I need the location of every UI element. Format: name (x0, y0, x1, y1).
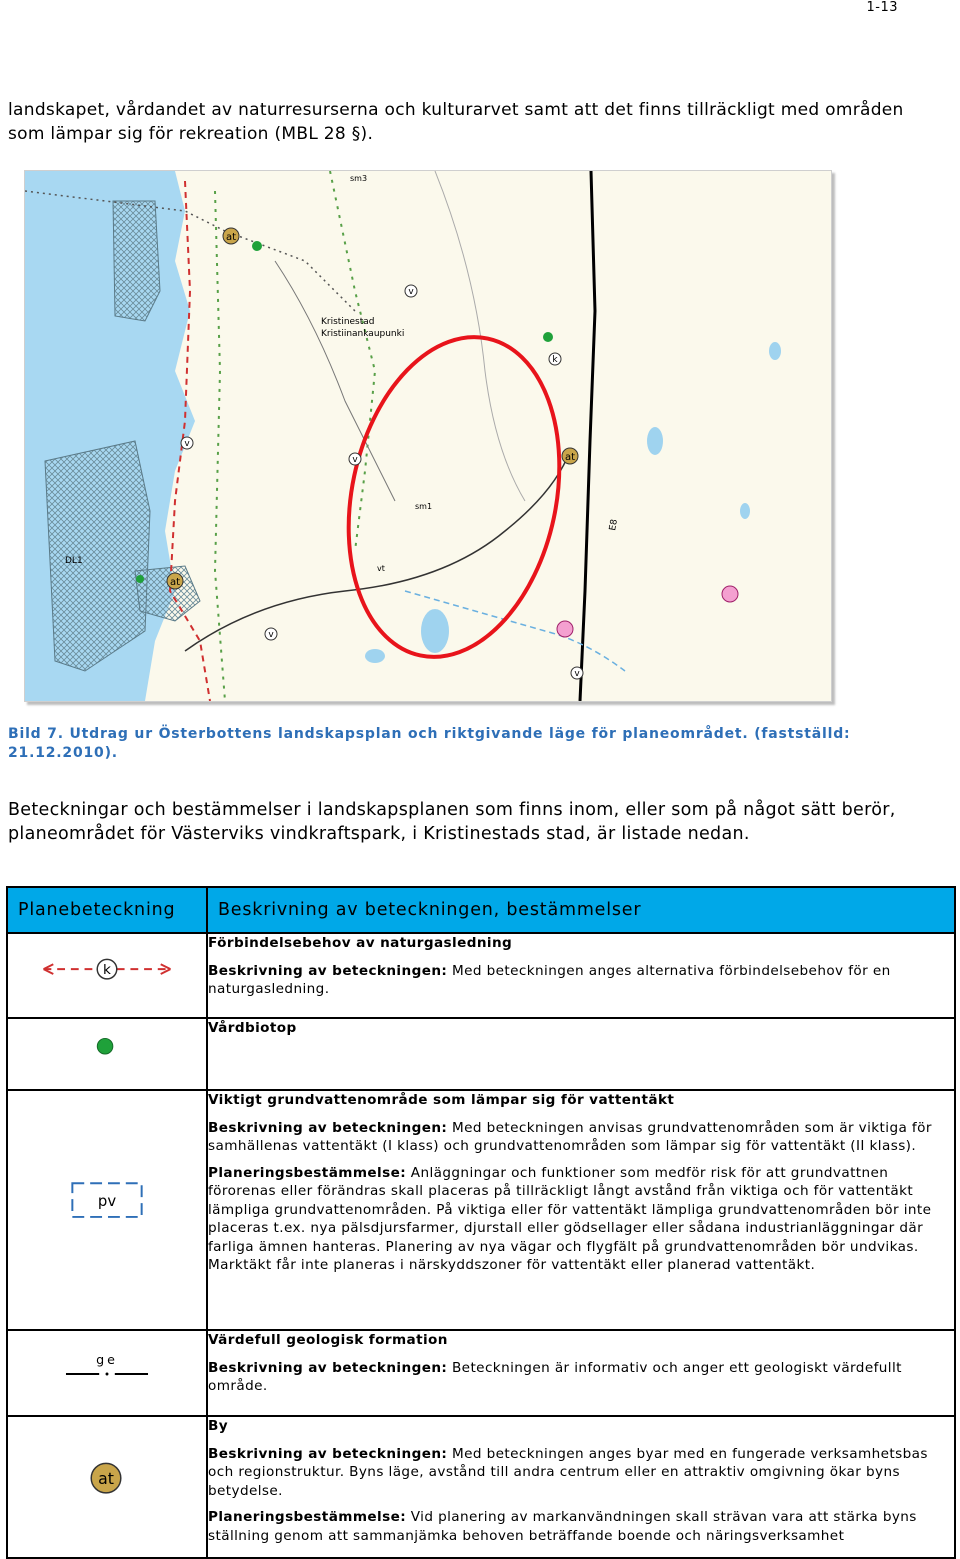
svg-text:k: k (552, 355, 558, 365)
green-dot (136, 575, 144, 583)
landscape-plan-map (24, 170, 832, 702)
page-number: 1-13 (866, 0, 898, 15)
legend-row (7, 1416, 955, 1558)
map-place-label: Kristinestad (321, 317, 375, 327)
legend-table (6, 886, 956, 1559)
pink-marker (557, 621, 573, 637)
legend-row (7, 1090, 955, 1330)
village-marker (167, 573, 183, 589)
legend-title: Viktigt grundvattenområde som lämpar sig för vattentäkt (208, 1092, 675, 1108)
legend-description: Beskrivning av beteckningen: Med beteckningen anvisas grundvattenområden som är viktiga för samhällenas vattentäkt (I klass) och grundvattenområden som lämpar sig för vattentäkt (II klass). (208, 1119, 932, 1154)
lead-paragraph: Beteckningar och bestämmelser i landskapsplanen som finns inom, eller som på något sätt berör, planeområdet för Västerviks vindkraftspark, i Kristinestads stad, är listade nedan. (8, 800, 896, 844)
svg-text:sm1: sm1 (415, 502, 433, 511)
legend-title: Vårdbiotop (208, 1020, 297, 1036)
legend-description-cell (207, 933, 955, 1018)
legend-symbol-cell (7, 933, 207, 1018)
village-marker (223, 228, 239, 244)
hatched-area-dl (45, 441, 150, 671)
legend-row (7, 1330, 955, 1416)
svg-text:at: at (564, 452, 576, 463)
planning-area-ellipse (321, 317, 588, 676)
village-symbol-icon (8, 1417, 206, 1557)
legend-rule: Planeringsbestämmelse: Vid planering av markanvändningen skall strävan vara att stärka byns ställning genom att sammanjämka behoven beträffande boende och näringsverksamhet (208, 1509, 917, 1544)
svg-text:DL1: DL1 (65, 556, 83, 566)
lake (365, 649, 385, 663)
legend-description: Beskrivning av beteckningen: Beteckningen är informativ och anger ett geologiskt värdefullt område. (208, 1359, 902, 1394)
svg-text:v: v (352, 455, 358, 465)
hatched-area-south (135, 566, 200, 621)
column-header-symbol: Planebeteckning (7, 887, 207, 933)
legend-title: Förbindelsebehov av naturgasledning (208, 935, 513, 951)
svg-text:v: v (408, 287, 414, 297)
legend-symbol-cell (7, 1090, 207, 1330)
column-header-description: Beskrivning av beteckningen, bestämmelser (207, 887, 955, 933)
svg-text:at: at (169, 577, 181, 588)
legend-row (7, 1018, 955, 1090)
intro-paragraph: landskapet, vårdandet av naturresurserna och kulturarvet samt att det finns tillräckligt med områden som lämpar sig för rekreation (MBL 28 §). (8, 100, 904, 144)
svg-text:at: at (98, 1469, 114, 1489)
svg-text:v: v (184, 439, 190, 449)
legend-symbol-cell (7, 1018, 207, 1090)
svg-text:pv: pv (97, 1192, 117, 1211)
lake (740, 503, 750, 519)
legend-title: Värdefull geologisk formation (208, 1332, 448, 1348)
lake (647, 427, 663, 455)
legend-description: Beskrivning av beteckningen: Med beteckningen anges byar med en fungerade verksamhetsbas och regionstruktur. Byns läge, avstånd till andra centrum eller en attraktiv omgivning ökar byns betydelse. (208, 1445, 928, 1499)
svg-text:vt: vt (377, 564, 385, 573)
svg-text:ge: ge (96, 1352, 118, 1368)
groundwater-symbol-icon (8, 1091, 206, 1329)
svg-text:k: k (103, 962, 111, 979)
lake (769, 342, 781, 360)
green-dot-symbol-icon (8, 1019, 206, 1089)
svg-text:v: v (574, 669, 580, 679)
table-header-row (7, 887, 955, 933)
map-place-label: Kristiinankaupunki (321, 329, 405, 339)
legend-row (7, 933, 955, 1018)
legend-rule: Planeringsbestämmelse: Anläggningar och funktioner som medför risk för att grundvattnen förorenas eller förändras skall placeras på tillräckligt långt avstånd från viktiga och för vattentäkt lämpliga grundvattenområden. På viktiga eller för vattentäkt lämpliga grundvattenområden bör inte placeras t.ex. nya pälsdjursfarmer, djurstall eller gödsellager eller sådana industrianläggningar där farliga ämnen hanteras. Planering av nya vägar och flygfält på grundvattenområden bör undvikas. Marktäkt får inte planeras i närskyddszoner för vattentäkt eller planerad vattentäkt. (208, 1164, 932, 1273)
legend-symbol-cell (7, 1330, 207, 1416)
road-e8 (580, 171, 595, 701)
legend-title: By (208, 1418, 229, 1434)
svg-text:sm3: sm3 (350, 174, 368, 183)
green-dot (252, 241, 262, 251)
svg-text:v: v (268, 630, 274, 640)
svg-text:E8: E8 (608, 518, 620, 532)
legend-description-cell (207, 1018, 955, 1090)
map-drawing (25, 171, 831, 701)
svg-text:at: at (225, 232, 237, 243)
lake (421, 609, 449, 653)
hatched-area-north (113, 201, 160, 321)
green-dot (543, 332, 553, 342)
legend-description: Beskrivning av beteckningen: Med beteckningen anges alternativa förbindelsebehov för en naturgasledning. (208, 962, 891, 997)
map-caption: Bild 7. Utdrag ur Österbottens landskapsplan och riktgivande läge för planeområdet. (fastställd: 21.12.2010). (8, 726, 851, 761)
legend-symbol-cell (7, 1416, 207, 1558)
legend-description-cell (207, 1330, 955, 1416)
village-marker (562, 448, 578, 464)
legend-description-cell (207, 1416, 955, 1558)
legend-description-cell (207, 1090, 955, 1330)
geology-symbol-icon (8, 1331, 206, 1415)
gas-pipeline-symbol-icon (8, 934, 206, 1017)
pink-marker (722, 586, 738, 602)
